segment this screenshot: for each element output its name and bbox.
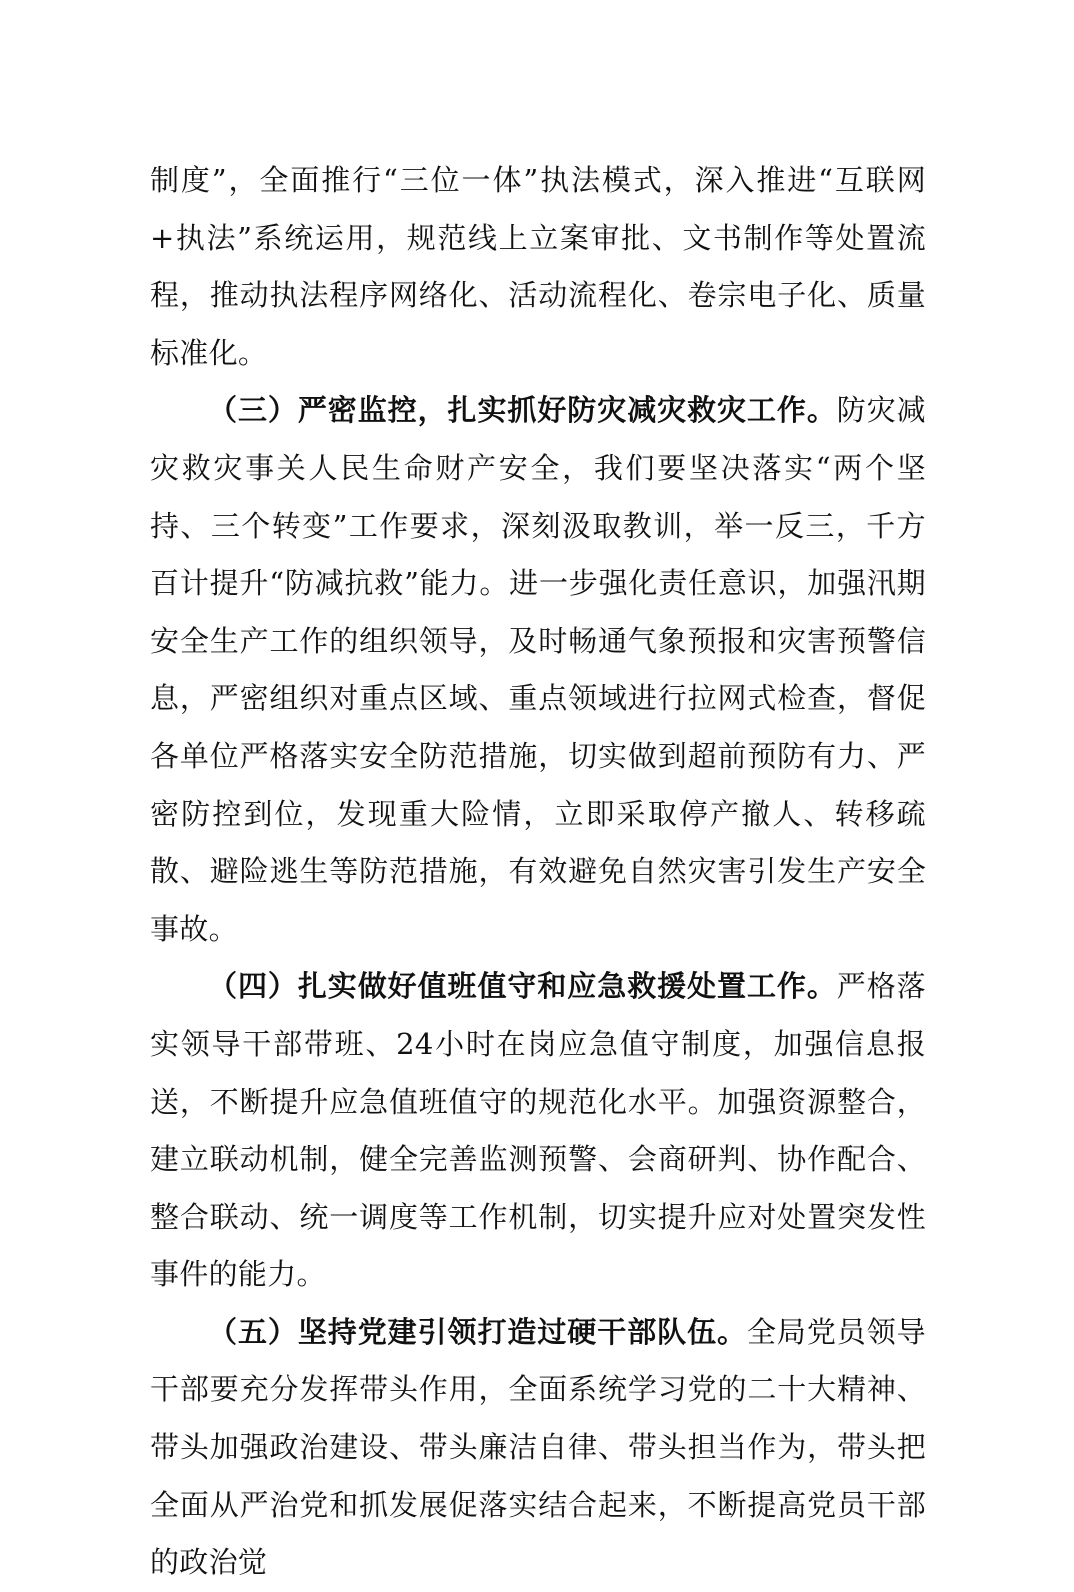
paragraph-section-4: [150, 958, 926, 1304]
paragraph-text: 全局党员领导干部要充分发挥带头作用，全面系统学习党的二十大精神、带头加强政治建设、带头廉洁自律、带头担当作为，带头把全面从严治党和抓发展促落实结合起来，不断提高党员干部的政治觉: [150, 1314, 926, 1580]
section-heading-3: （三）严密监控，扎实抓好防灾减灾救灾工作。: [208, 393, 837, 428]
paragraph-text: 严格落实领导干部带班、24小时在岗应急值守制度，加强信息报送，不断提升应急值班值守的规范化水平。加强资源整合，建立联动机制，健全完善监测预警、会商研判、协作配合、整合联动、统一调度等工作机制，切实提升应对处置突发性事件的能力。: [150, 969, 926, 1292]
paragraph-text: 制度”，全面推行“三位一体”执法模式，深入推进“互联网+执法”系统运用，规范线上立案审批、文书制作等处置流程，推动执法程序网络化、活动流程化、卷宗电子化、质量标准化。: [150, 163, 926, 370]
paragraph-section-5: [150, 1304, 926, 1592]
document-body: [150, 152, 926, 1592]
paragraph-section-3: [150, 382, 926, 958]
paragraph-text: 防灾减灾救灾事关人民生命财产安全，我们要坚决落实“两个坚持、三个转变”工作要求，深刻汲取教训，举一反三，千方百计提升“防减抗救”能力。进一步强化责任意识，加强汛期安全生产工作的组织领导，及时畅通气象预报和灾害预警信息，严密组织对重点区域、重点领域进行拉网式检查，督促各单位严格落实安全防范措施，切实做到超前预防有力、严密防控到位，发现重大险情，立即采取停产撤人、转移疏散、避险逃生等防范措施，有效避免自然灾害引发生产安全事故。: [150, 393, 926, 946]
section-heading-5: （五）坚持党建引领打造过硬干部队伍。: [208, 1314, 747, 1349]
paragraph-continuation: [150, 152, 926, 382]
section-heading-4: （四）扎实做好值班值守和应急救援处置工作。: [208, 969, 837, 1004]
